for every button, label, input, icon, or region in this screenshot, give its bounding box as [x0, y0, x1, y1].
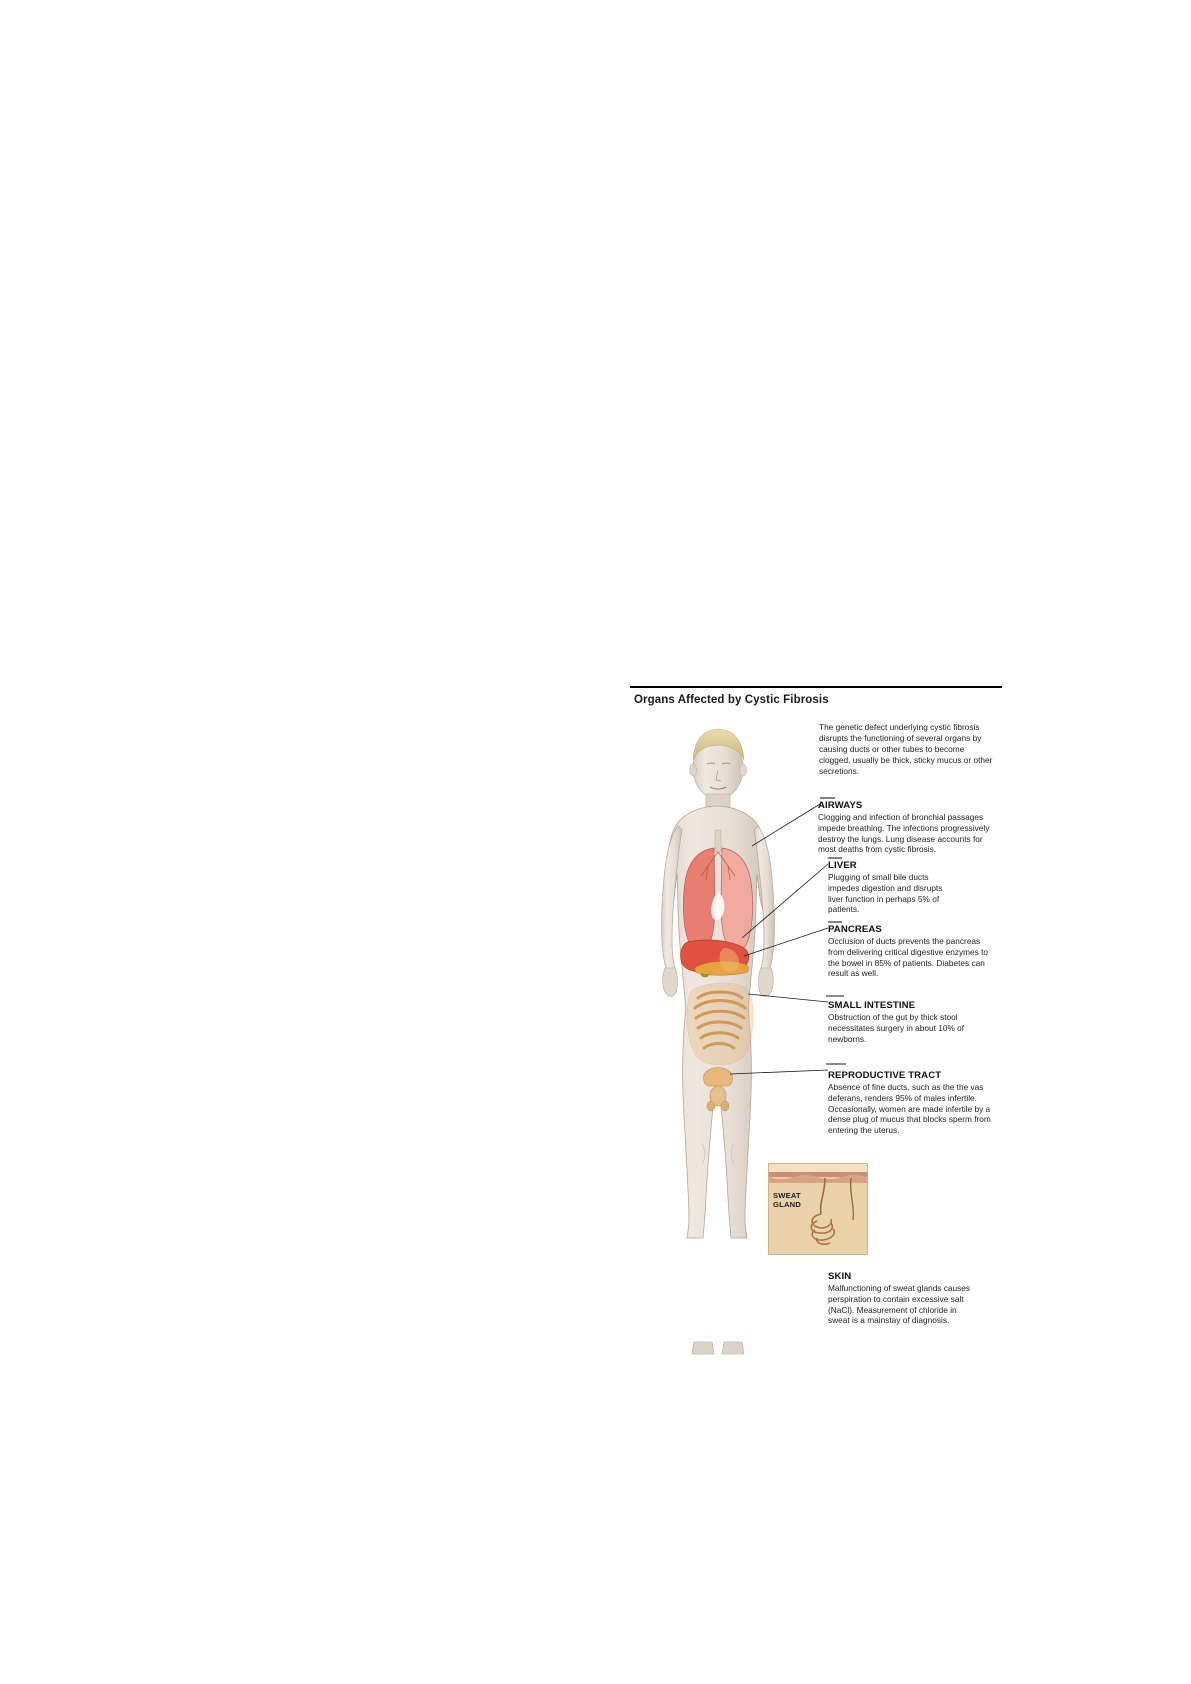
section-heading-pancreas: PANCREAS	[828, 924, 882, 935]
right-arm	[754, 826, 774, 970]
section-pancreas	[828, 924, 988, 979]
section-reproductive-tract	[828, 1070, 996, 1136]
section-text-skin: Malfunctioning of sweat glands causes perspiration to contain excessive salt (NaCl). Measurement of chloride in sweat is a mainstay of diagnosis.	[828, 1283, 971, 1326]
section-skin	[828, 1271, 978, 1326]
reproductive-tract	[704, 1068, 733, 1087]
sweat-gland-label: SWEAT GLAND	[773, 1191, 801, 1209]
section-text-airways: Clogging and infection of bronchial passages impede breathing. The infections progressively destroy the lungs. Lung disease accounts for most deaths from cystic fibrosis.	[818, 812, 990, 855]
figure-panel	[630, 686, 1002, 1360]
body-svg	[632, 714, 802, 1360]
section-text-small-intestine: Obstruction of the gut by thick stool necessitates surgery in about 10% of newborns.	[828, 1012, 965, 1044]
figure-title: Organs Affected by Cystic Fibrosis	[634, 694, 829, 706]
section-liver	[828, 860, 956, 915]
section-heading-reproductive-tract: REPRODUCTIVE TRACT	[828, 1070, 942, 1081]
section-small-intestine	[828, 1000, 994, 1044]
section-heading-skin: SKIN	[828, 1271, 852, 1282]
annotation-text-column	[790, 714, 1000, 1362]
intro-paragraph: The genetic defect underlying cystic fibrosis disrupts the functioning of several organs by causing ducts or other tubes to become clogged, usually be thick, sticky mucus or other secretions.	[819, 722, 993, 776]
section-heading-small-intestine: SMALL INTESTINE	[828, 1000, 916, 1011]
section-heading-airways: AIRWAYS	[818, 800, 863, 811]
human-body-illustration	[632, 714, 802, 1360]
section-text-liver: Plugging of small bile ducts impedes digestion and disrupts liver function in perhaps 5% of patients.	[828, 872, 943, 915]
section-heading-liver: LIVER	[828, 860, 857, 871]
section-text-pancreas: Occlusion of ducts prevents the pancreas from delivering critical digestive enzymes to the bowel in 85% of patients. Diabetes can result as well.	[828, 936, 989, 979]
trachea	[715, 830, 721, 852]
section-airways	[818, 800, 998, 855]
section-text-reproductive-tract: Absence of fine ducts, such as the the vas deferans, renders 95% of males infertile. Occasionally, women are made infertile by a dense plug of mucus that blocks sperm from entering the uterus.	[828, 1082, 991, 1136]
